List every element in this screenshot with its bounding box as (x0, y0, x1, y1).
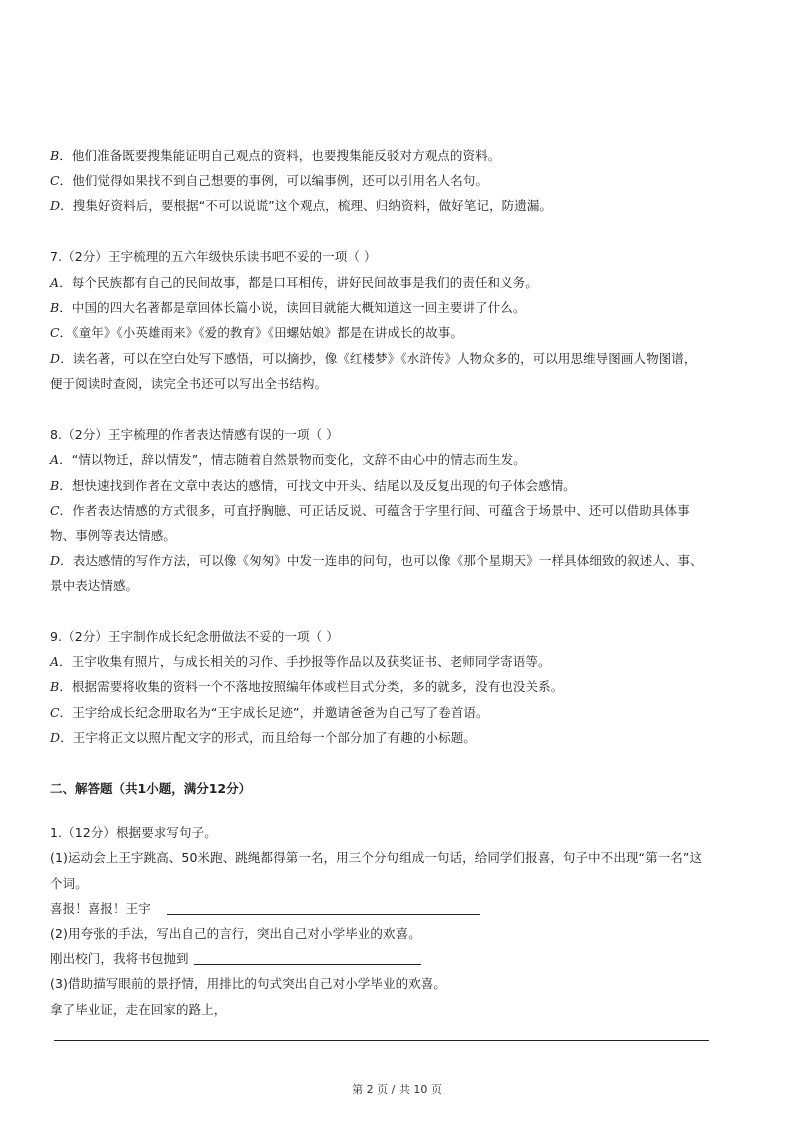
answer-blank-1[interactable] (167, 914, 480, 915)
q8-option-d-continued: 景中表达情感。 (50, 578, 139, 593)
s2-sub1-text: (1)运动会上王宇跳高、50米跑、跳绳都得第一名，用三个分句组成一句话，给同学们报喜，句子中不出现“第一名”这 (50, 850, 703, 865)
q7-option-d: D．读名著，可以在空白处写下感悟，可以摘抄，像《红楼梦》《水浒传》人物众多的，可以用思维导图画人物图谱， (50, 351, 697, 366)
q7-stem: 7.（2分）王宇梳理的五六年级快乐读书吧不妥的一项（ ） (50, 249, 377, 264)
s2-sub3-text: (3)借助描写眼前的景抒情，用排比的句式突出自己对小学毕业的欢喜。 (50, 976, 447, 991)
q7-option-c: C．《童年》《小英雄雨来》《爱的教育》《田螺姑娘》都是在讲成长的故事。 (50, 325, 464, 340)
q6-option-c: C．他们觉得如果找不到自己想要的事例，可以编事例，还可以引用名人名句。 (50, 173, 489, 188)
answer-blank-3[interactable] (54, 1040, 709, 1041)
q8-option-b: B．想快速找到作者在文章中表达的感情，可找文中开头、结尾以及反复出现的句子体会感情。 (50, 478, 576, 493)
q9-stem: 9.（2分）王宇制作成长纪念册做法不妥的一项（ ） (50, 629, 339, 644)
q9-option-c: C．王宇给成长纪念册取名为“王宇成长足迹”，并邀请爸爸为自己写了卷首语。 (50, 705, 489, 720)
q9-option-d: D．王宇将正文以照片配文字的形式，而且给每一个部分加了有趣的小标题。 (50, 730, 476, 745)
q8-option-d: D．表达感情的写作方法，可以像《匆匆》中发一连串的问句，也可以像《那个星期天》一样具体细致的叙述人、事、 (50, 553, 703, 568)
q7-option-b: B．中国的四大名著都是章回体长篇小说，读回目就能大概知道这一回主要讲了什么。 (50, 300, 526, 315)
q7-option-a: A．每个民族都有自己的民间故事，都是口耳相传，讲好民间故事是我们的责任和义务。 (50, 275, 538, 290)
section-title: 二、解答题（共1小题，满分12分） (50, 781, 252, 796)
q8-stem: 8.（2分）王宇梳理的作者表达情感有误的一项（ ） (50, 427, 339, 442)
q9-option-b: B．根据需要将收集的资料一个不落地按照编年体或栏目式分类，多的就多，没有也没关系。 (50, 679, 564, 694)
answer-blank-2[interactable] (194, 964, 421, 965)
s2-sub3-prompt: 拿了毕业证，走在回家的路上， (50, 1002, 227, 1017)
q8-option-c-continued: 物、事例等表达情感。 (50, 528, 177, 543)
s2-q1-stem: 1.（12分）根据要求写句子。 (50, 825, 217, 840)
s2-sub2-prompt: 刚出校门，我将书包抛到 (50, 951, 189, 966)
s2-sub1-text-continued: 个词。 (50, 876, 88, 891)
page-footer: 第 2 页 / 共 10 页 (352, 1083, 442, 1096)
q8-option-c: C．作者表达情感的方式很多，可直抒胸臆、可正话反说、可蕴含于字里行间、可蕴含于场景中、还可以借助具体事 (50, 503, 690, 518)
s2-sub1-prompt: 喜报！喜报！王宇 (50, 901, 151, 916)
q6-option-d: D．搜集好资料后，要根据“不可以说谎”这个观点，梳理、归纳资料，做好笔记，防遗漏。 (50, 198, 553, 213)
q6-option-b: B．他们准备既要搜集能证明自己观点的资料，也要搜集能反驳对方观点的资料。 (50, 148, 501, 163)
s2-sub2-text: (2)用夸张的手法，写出自己的言行，突出自己对小学毕业的欢喜。 (50, 926, 421, 941)
q8-option-a: A．“情以物迁，辞以情发”，情志随着自然景物而变化，文辞不由心中的情志而生发。 (50, 452, 526, 467)
q9-option-a: A．王宇收集有照片，与成长相关的习作、手抄报等作品以及获奖证书、老师同学寄语等。 (50, 654, 551, 669)
q7-option-d-continued: 便于阅读时查阅，读完全书还可以写出全书结构。 (50, 376, 328, 391)
